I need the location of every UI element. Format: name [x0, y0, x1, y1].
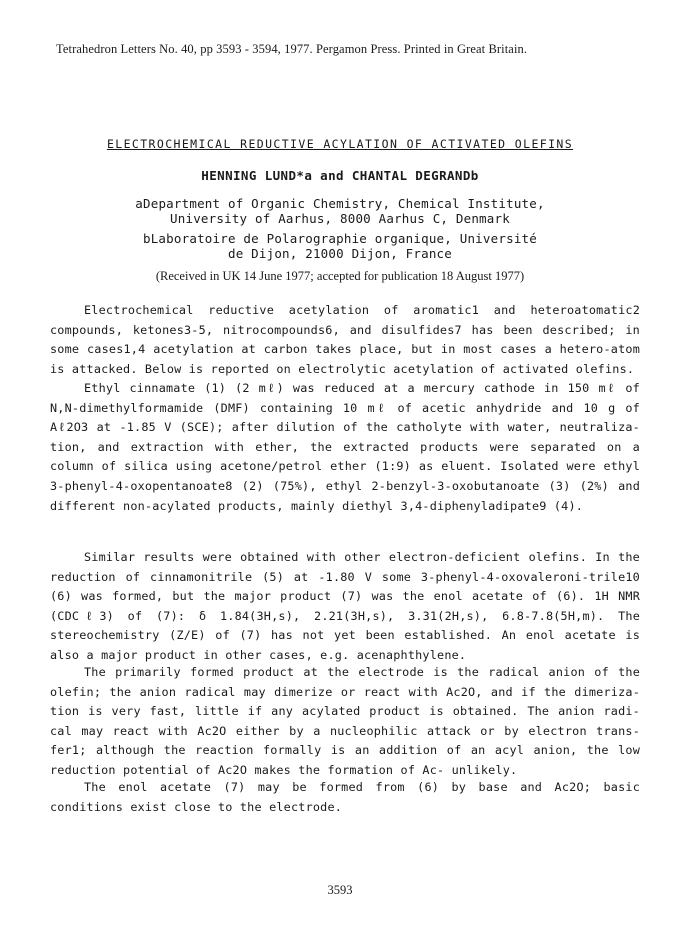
page-number: 3593 — [327, 883, 353, 897]
author-line: HENNING LUND*a and CHANTAL DEGRANDb — [201, 168, 479, 183]
article-title: ELECTROCHEMICAL REDUCTIVE ACYLATION OF ACTIVATED OLEFINS — [106, 137, 574, 151]
affiliation-a-line2: University of Aarhus, 8000 Aarhus C, Denmark — [170, 211, 510, 226]
paragraph-text: Electrochemical reductive acetylation of aromatic1 and heteroatomatic2 compounds, ketones3-5, nitrocompounds6, and disulfides7 has been described; in some cases1,4 acetylation at carbon takes place, but in most cases a hetero-atom is attacked. Below is reported on electrolytic acetylation of activated olefins. — [50, 303, 640, 376]
running-head: Tetrahedron Letters No. 40, pp 3593 - 3594, 1977. Pergamon Press. Printed in Great Britain. — [56, 42, 528, 56]
body-paragraph-1 — [50, 301, 640, 379]
affiliation-b-line2: de Dijon, 21000 Dijon, France — [227, 246, 453, 261]
body-paragraph-3 — [50, 548, 640, 666]
received-dates: (Received in UK 14 June 1977; accepted for publication 18 August 1977) — [155, 269, 525, 283]
affiliation-a — [0, 196, 680, 226]
body-paragraph-5 — [50, 778, 640, 817]
paragraph-text: Similar results were obtained with other electron-deficient olefins. In the reduction of cinnamonitrile (5) at -1.80 V some 3-phenyl-4-oxovaleroni-trile10 (6) was formed, but the major product (7) was the enol acetate of (6). 1H NMR (CDCℓ3) of (7): δ 1.84(3H,s), 2.21(3H,s), 3.31(2H,s), 6.8-7.8(5H,m). The stereochemistry (Z/E) of (7) has not yet been established. An enol acetate is also a major product in other cases, e.g. acenaphthylene. — [50, 550, 640, 662]
affiliation-b-line1: bLaboratoire de Polarographie organique, Université — [142, 231, 537, 246]
body-paragraph-2 — [50, 379, 640, 516]
affiliation-b — [0, 231, 680, 261]
paragraph-text: The enol acetate (7) may be formed from (6) by base and Ac2O; basic conditions exist close to the electrode. — [50, 780, 640, 814]
affiliation-a-line1: aDepartment of Organic Chemistry, Chemical Institute, — [135, 196, 545, 211]
body-paragraph-4 — [50, 663, 640, 781]
paragraph-text: Ethyl cinnamate (1) (2 mℓ) was reduced at a mercury cathode in 150 mℓ of N,N-dimethylformamide (DMF) containing 10 mℓ of acetic anhydride and 10 g of Aℓ2O3 at -1.85 V (SCE); after dilution of the catholyte with water, neutraliza-tion, and extraction with ether, the extracted products were separated on a column of silica using acetone/petrol ether (1:9) as eluent. Isolated were ethyl 3-phenyl-4-oxopentanoate8 (2) (75%), ethyl 2-benzyl-3-oxobutanoate (3) (2%) and different non-acylated products, mainly diethyl 3,4-diphenyladipate9 (4). — [50, 381, 640, 513]
paragraph-text: The primarily formed product at the electrode is the radical anion of the olefin; the anion radical may dimerize or react with Ac2O, and if the dimeriza-tion is very fast, little if any acylated product is obtained. The anion radi-cal may react with Ac2O either by a nucleophilic attack or by electron trans-fer1; although the reaction formally is an addition of an acyl anion, the low reduction potential of Ac2O makes the formation of Ac- unlikely. — [50, 665, 640, 777]
